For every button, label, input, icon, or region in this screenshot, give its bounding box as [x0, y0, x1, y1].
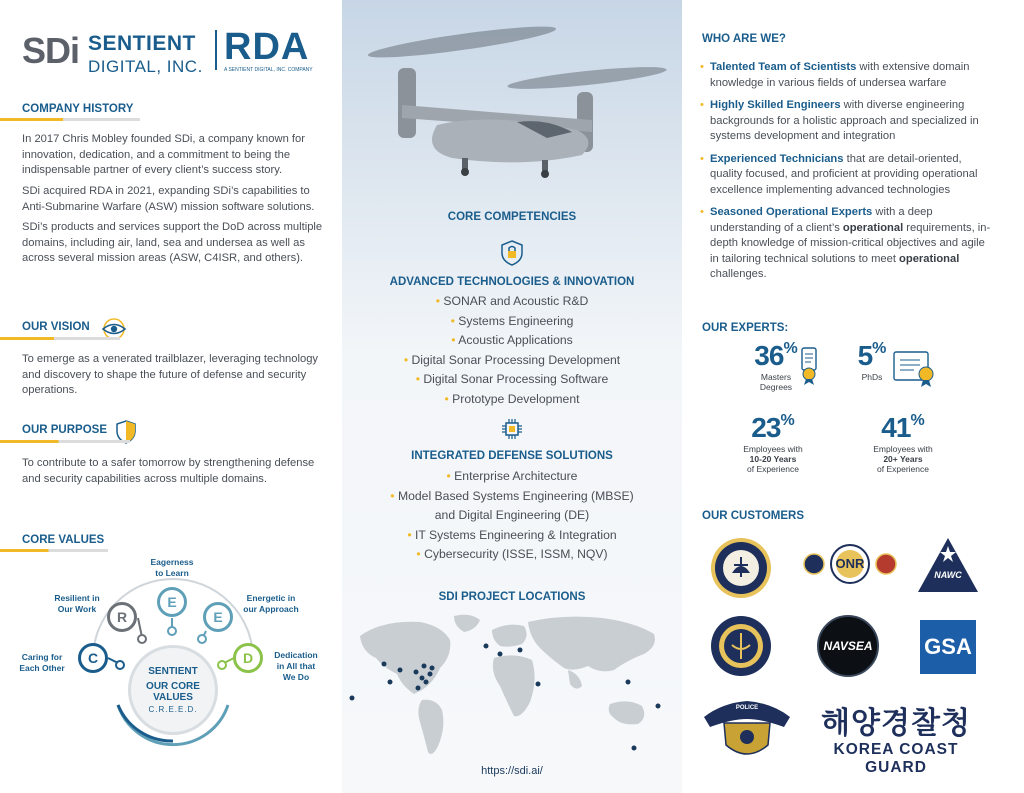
kcg-emblem: [702, 697, 792, 765]
who-list: [700, 60, 992, 290]
purpose-underline: [0, 440, 130, 443]
world-map: [342, 608, 682, 768]
center-acronym: C.R.E.E.D.: [148, 705, 198, 714]
core-values-underline: [0, 549, 108, 552]
stat-20-plus-years: 41% Employees with 20+ Years of Experience: [873, 412, 933, 474]
sdi-logo: SDi: [22, 30, 80, 71]
stat-masters: 36% Masters Degrees: [754, 340, 798, 392]
onr-text: ONR: [835, 556, 865, 571]
kcg-english-name: KOREA COAST GUARD: [833, 741, 959, 776]
chip-icon: [501, 418, 523, 440]
vision-text: To emerge as a venerated trailblazer, leveraging technology and discovery to shape the future of defense and security operations.: [22, 353, 319, 397]
sentient-line2: DIGITAL, INC.: [88, 57, 203, 76]
navy-medicine-seal-icon: [710, 615, 772, 677]
list-item: • Acoustic Applications: [342, 331, 682, 351]
list-item: • Digital Sonar Processing Development: [342, 351, 682, 371]
list-item: • Enterprise Architecture: [342, 467, 682, 487]
navsea-text: NAVSEA: [823, 639, 873, 653]
value-e2-label: Energetic in our Approach: [243, 593, 299, 614]
nawc-logo: [916, 536, 980, 594]
value-e2-node: E: [203, 602, 233, 632]
logo-header: [22, 28, 332, 76]
list-item: • Digital Sonar Processing Software: [342, 370, 682, 390]
purpose-title: OUR PURPOSE: [22, 424, 107, 436]
onr-logo: [802, 544, 898, 584]
who-item-technicians: • Experienced Technicians that are detail-oriented, quality focused, and proficient at providing operational excellence implementing advanced technologies: [700, 152, 992, 199]
history-underline: [0, 118, 140, 121]
project-locations-title: SDI PROJECT LOCATIONS: [438, 591, 586, 603]
group1-title: ADVANCED TECHNOLOGIES & INNOVATION: [389, 276, 635, 288]
kcg-korean-name: 해양경찰청: [821, 706, 971, 741]
certificate-icon: [890, 348, 938, 388]
history-paragraph-2: SDi acquired RDA in 2021, expanding SDi’s capabilities to Anti-Submarine Warfare (ASW) mission software solutions.: [22, 185, 315, 213]
list-item: • IT Systems Engineering & Integration: [342, 526, 682, 546]
customers-title: OUR CUSTOMERS: [702, 510, 805, 522]
list-item: • Cybersecurity (ISSE, ISSM, NQV): [342, 545, 682, 565]
value-r-label: Resilient in Our Work: [54, 593, 100, 614]
history-paragraph-3: SDi’s products and services support the DoD across multiple domains, including air, land, sea and undersea as well as across several mission areas (ASW, C4ISR, and others).: [22, 221, 323, 265]
value-e1-label: Eagerness to Learn: [150, 557, 194, 578]
who-item-engineers: • Highly Skilled Engineers with diverse engineering backgrounds for a holistic approach and specialized in systems development and integration: [700, 98, 992, 145]
group1-list: [342, 292, 682, 409]
list-item: • Model Based Systems Engineering (MBSE): [342, 487, 682, 507]
gsa-text: GSA: [924, 634, 972, 659]
right-column: [682, 0, 1024, 793]
logo-divider: [215, 30, 217, 70]
lock-shield-icon: [501, 240, 523, 266]
navsea-logo: [817, 615, 879, 677]
purpose-text: To contribute to a safer tomorrow by strengthening defense and security capabilities across multiple domains.: [22, 457, 315, 485]
kcg-police-text: POLICE: [735, 705, 759, 711]
history-title: COMPANY HISTORY: [22, 103, 134, 115]
value-c-node: C: [78, 643, 108, 673]
sentient-logo-text: [88, 32, 203, 77]
list-item-continuation: and Digital Engineering (DE): [434, 508, 590, 522]
core-values-center: [128, 645, 218, 735]
rda-logo: RDA: [224, 26, 310, 68]
left-column: [0, 0, 342, 793]
vision-title: OUR VISION: [22, 321, 90, 333]
history-paragraph-1: In 2017 Chris Mobley founded SDi, a company known for innovation, dedication, and a commitment to being the indispensable partner of every client’s success story.: [22, 133, 305, 177]
center-brand: SENTIENT: [148, 666, 198, 677]
stat-10-20-years: 23% Employees with 10-20 Years of Experience: [743, 412, 803, 474]
gsa-logo: [920, 620, 976, 674]
us-navy-seal-icon: [710, 537, 772, 599]
who-item-scientists: • Talented Team of Scientists with extensive domain knowledge in various fields of undersea warfare: [700, 60, 992, 91]
diploma-icon: [798, 346, 822, 386]
experts-title: OUR EXPERTS:: [702, 322, 789, 334]
rda-tagline: A SENTIENT DIGITAL, INC. COMPANY: [224, 67, 313, 73]
core-values-title: CORE VALUES: [22, 534, 105, 546]
list-item: • SONAR and Acoustic R&D: [342, 292, 682, 312]
core-values-diagram: [0, 555, 342, 755]
value-d-label: Dedication in All that We Do: [274, 650, 318, 682]
nawc-triangle-icon: [916, 536, 980, 594]
value-e1-node: E: [157, 587, 187, 617]
group2-list: [342, 467, 682, 565]
value-c-label: Caring for Each Other: [19, 652, 65, 673]
list-item: • Prototype Development: [342, 390, 682, 410]
stat-phds: 5% PhDs: [857, 340, 887, 382]
aircraft-image: [342, 0, 682, 200]
middle-column: [342, 0, 682, 793]
who-item-operational-experts: • Seasoned Operational Experts with a deep understanding of a client’s operational requirements, in-depth knowledge of mission-critical objectives and agile in tailoring technical solutions to meet operational challenges.: [700, 205, 992, 283]
group2-title: INTEGRATED DEFENSE SOLUTIONS: [411, 450, 613, 462]
list-item: • Systems Engineering: [342, 312, 682, 332]
value-d-node: D: [233, 643, 263, 673]
who-title: WHO ARE WE?: [702, 33, 786, 45]
sentient-line1: SENTIENT: [88, 32, 196, 55]
website-url[interactable]: https://sdi.ai/: [481, 765, 543, 777]
vision-underline: [0, 337, 120, 340]
nawc-text: NAWC: [934, 570, 962, 580]
center-title: OUR CORE VALUES: [146, 681, 200, 703]
value-r-node: R: [107, 602, 137, 632]
core-competencies-title: CORE COMPETENCIES: [447, 211, 577, 223]
